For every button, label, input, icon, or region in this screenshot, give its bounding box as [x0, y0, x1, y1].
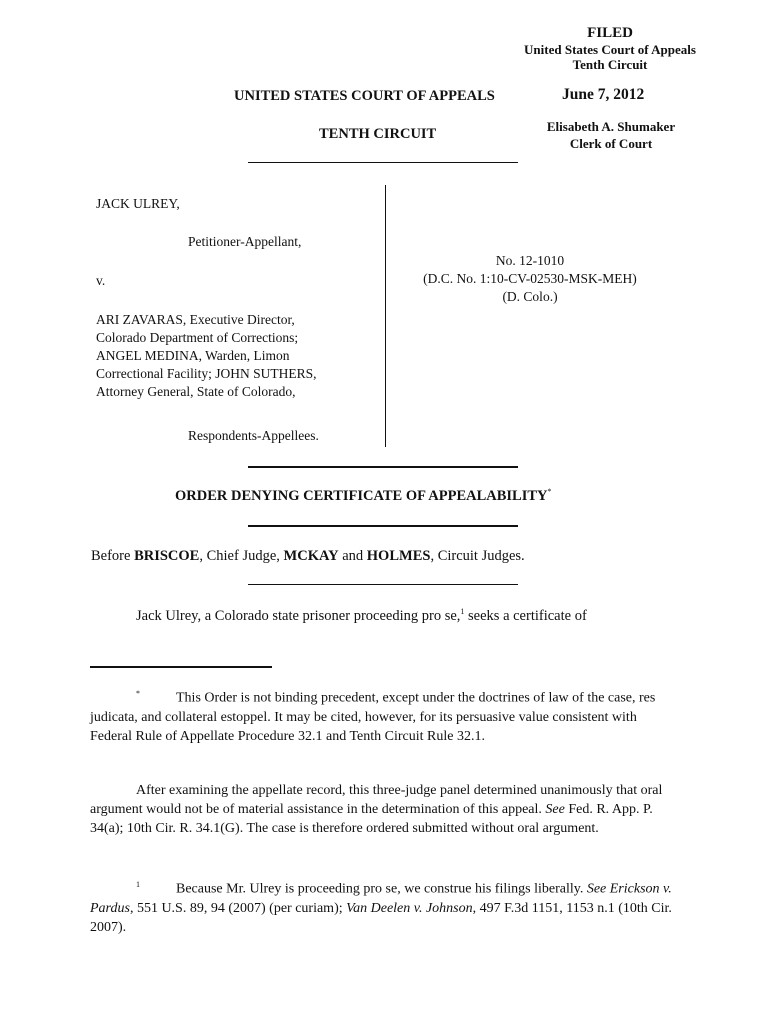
case-number: No. 12-1010	[495, 253, 565, 268]
clerk-name: Elisabeth A. Shumaker	[546, 119, 676, 134]
district-court: (D. Colo.)	[502, 289, 558, 304]
petitioner-role: Petitioner-Appellant,	[188, 234, 302, 249]
respondent-line: Colorado Department of Corrections;	[96, 330, 299, 345]
footnote-1-ref: 1	[460, 607, 465, 616]
order-title-rule	[248, 525, 518, 527]
respondent-line: ANGEL MEDINA, Warden, Limon	[96, 348, 290, 363]
circuit-title: TENTH CIRCUIT	[319, 126, 437, 142]
footnote-separator	[90, 666, 272, 668]
respondent-line: Attorney General, State of Colorado,	[96, 384, 296, 399]
before-label: Before	[91, 548, 135, 564]
footnote-1-text-c: , 497 F.3d 1151, 1153 n.1 (10th Cir. 2007).	[90, 900, 672, 936]
body-text-start: Jack Ulrey, a Colorado state prisoner proceeding pro se,	[136, 607, 461, 624]
filed-court: United States Court of Appeals	[524, 42, 696, 57]
footnote-1-cite-erickson: See Erickson v. Pardus	[90, 881, 672, 916]
panel-rule	[248, 584, 518, 585]
footnote-star-para2-a: After examining the appellate record, this three-judge panel determined unanimously that oral argument would not be of material assistance in the determination of this appeal.	[90, 783, 663, 818]
footnote-star-para2-see: See	[545, 802, 565, 818]
body-text-end: seeks a certificate of	[464, 607, 587, 624]
versus: v.	[96, 273, 106, 288]
respondents-role: Respondents-Appellees.	[188, 428, 319, 443]
footnote-1-text-b: , 551 U.S. 89, 94 (2007) (per curiam);	[129, 900, 347, 916]
footnote-1	[90, 875, 680, 937]
footnote-star-para1	[90, 684, 680, 746]
respondents-list	[96, 311, 316, 401]
order-title-footnote-mark: *	[547, 487, 552, 496]
footnote-star-mark: *	[136, 689, 140, 698]
footnote-1-text-a: Because Mr. Ulrey is proceeding pro se, we construe his filings liberally.	[176, 881, 584, 897]
panel-line	[91, 548, 525, 565]
clerk-title: Clerk of Court	[569, 136, 653, 151]
heading-rule	[248, 162, 518, 163]
case-number-block	[395, 252, 665, 306]
circuit-judges-title: , Circuit Judges.	[430, 548, 525, 564]
caption-divider	[385, 185, 386, 447]
filed-stamp	[500, 24, 720, 72]
body-paragraph	[136, 607, 587, 625]
petitioner-name: JACK ULREY,	[96, 196, 180, 211]
footnote-1-cite-van-deelen: Van Deelen v. Johnson	[346, 900, 473, 916]
filed-label: FILED	[587, 25, 633, 41]
order-title-text: ORDER DENYING CERTIFICATE OF APPEALABILITY	[175, 487, 548, 504]
clerk-block	[500, 118, 722, 152]
chief-judge-title: , Chief Judge,	[199, 548, 284, 564]
footnote-star-text: This Order is not binding precedent, except under the doctrines of law of the case, res judicata, and collateral estoppel. It may be cited, however, for its persuasive value consistent with Federal Rule of Appellate Procedure 32.1 and Tenth Circuit Rule 32.1.	[90, 690, 656, 745]
panel-and: and	[338, 548, 367, 564]
filed-circuit: Tenth Circuit	[572, 57, 648, 72]
judge-briscoe: BRISCOE	[134, 548, 200, 564]
respondent-line: Correctional Facility; JOHN SUTHERS,	[96, 366, 317, 381]
court-title: UNITED STATES COURT OF APPEALS	[234, 88, 495, 104]
caption-rule-bottom	[248, 466, 518, 468]
footnote-star-para2	[90, 781, 680, 839]
order-title	[175, 487, 595, 505]
footnote-1-mark: 1	[136, 880, 140, 889]
judge-holmes: HOLMES	[366, 548, 431, 564]
filed-date: June 7, 2012	[562, 86, 645, 103]
district-case-number: (D.C. No. 1:10-CV-02530-MSK-MEH)	[423, 271, 637, 286]
footnote-star-para2-b: Fed. R. App. P. 34(a); 10th Cir. R. 34.1(G). The case is therefore ordered submitted without oral argument.	[90, 802, 653, 837]
respondent-line: ARI ZAVARAS, Executive Director,	[96, 312, 295, 327]
judge-mckay: MCKAY	[283, 548, 339, 564]
